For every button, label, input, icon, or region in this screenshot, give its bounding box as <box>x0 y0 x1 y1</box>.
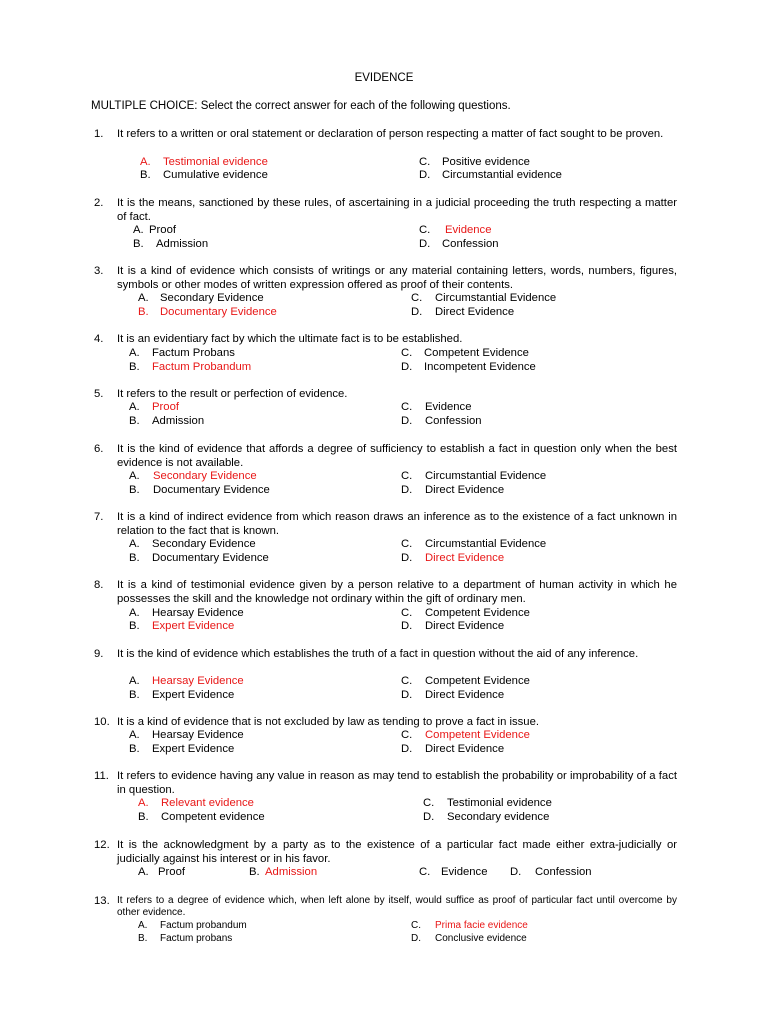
option-a: A. Secondary Evidence <box>129 538 256 550</box>
option-c: C. Competent Evidence <box>401 347 529 359</box>
option-a: A. Hearsay Evidence <box>129 675 244 687</box>
option-c: C. Circumstantial Evidence <box>411 292 557 304</box>
question-number: 5. <box>94 388 104 400</box>
question-12 <box>94 839 677 866</box>
question-number: 2. <box>94 197 104 209</box>
option-b: B. Documentary Evidence <box>129 552 269 564</box>
option-d: D. Direct Evidence <box>401 484 505 496</box>
question-text: It refers to the result or perfection of evidence. <box>117 388 348 400</box>
question-number: 10. <box>94 716 110 728</box>
question-3 <box>94 265 677 292</box>
option-b: B. Admission <box>129 415 205 427</box>
option-b: B. Expert Evidence <box>129 743 235 755</box>
option-a: A. Factum probandum <box>138 920 247 931</box>
option-c: C. Evidence <box>419 224 492 236</box>
option-d: D. Conclusive evidence <box>411 933 527 944</box>
question-number: 1. <box>94 128 104 140</box>
option-d: D. Direct Evidence <box>401 552 505 564</box>
question-8 <box>94 579 677 606</box>
question-number: 9. <box>94 648 104 660</box>
option-d: D. Incompetent Evidence <box>401 361 536 373</box>
question-number: 4. <box>94 333 104 345</box>
question-text: It is the means, sanctioned by these rules, of ascertaining in a judicial proceeding the truth respecting a matter of fact. <box>117 197 677 223</box>
question-13 <box>94 895 677 920</box>
question-text: It refers to a written or oral statement or declaration of person respecting a matter of fact sought to be proven. <box>117 128 664 140</box>
question-number: 3. <box>94 265 104 277</box>
question-number: 6. <box>94 443 104 455</box>
question-number: 11. <box>94 770 109 782</box>
option-d: D. Direct Evidence <box>411 306 515 318</box>
question-5 <box>94 388 677 402</box>
option-a: A. Proof <box>129 401 180 413</box>
option-c: C. Evidence <box>419 866 488 878</box>
option-b: B. Documentary Evidence <box>129 484 270 496</box>
question-text: It is the acknowledgment by a party as to the existence of a particular fact made either extra-judicially or judicially against his interest or in his favor. <box>117 839 677 865</box>
option-c: C. Circumstantial Evidence <box>401 538 547 550</box>
question-number: 7. <box>94 511 104 523</box>
question-number: 8. <box>94 579 104 591</box>
question-1 <box>94 128 677 142</box>
option-d: D. Secondary evidence <box>423 811 550 823</box>
option-b: B. Expert Evidence <box>129 620 235 632</box>
question-11 <box>94 770 677 797</box>
option-d: D. Direct Evidence <box>401 743 505 755</box>
option-c: C. Competent Evidence <box>401 675 530 687</box>
option-c: C. Evidence <box>401 401 472 413</box>
option-d: D. Confession <box>401 415 482 427</box>
option-a: A. Proof <box>138 866 186 878</box>
question-text: It is the kind of evidence that affords a degree of sufficiency to establish a fact in question only when the best evidence is not available. <box>117 443 677 469</box>
question-number: 13. <box>94 895 110 907</box>
option-d: D. Direct Evidence <box>401 689 505 701</box>
question-7 <box>94 511 677 538</box>
option-c: C. Competent Evidence <box>401 729 530 741</box>
option-a: A. Factum Probans <box>129 347 235 359</box>
option-a: A. Hearsay Evidence <box>129 607 244 619</box>
question-9 <box>94 648 677 662</box>
option-b: B. Admission <box>133 238 209 250</box>
option-a: A. Secondary Evidence <box>138 292 264 304</box>
option-d: D. Circumstantial evidence <box>419 169 562 181</box>
option-b: B. Competent evidence <box>138 811 265 823</box>
option-a: A. Relevant evidence <box>138 797 254 809</box>
option-b: B. Expert Evidence <box>129 689 235 701</box>
question-text: It is a kind of evidence which consists of writings or any material containing letters, words, numbers, figures, symbols or other modes of written expression offered as proof of their contents. <box>117 265 677 291</box>
question-text: It refers to evidence having any value in reason as may tend to establish the probability or improbability of a fact in question. <box>117 770 677 796</box>
question-6 <box>94 443 677 470</box>
option-c: C. Prima facie evidence <box>411 920 528 931</box>
question-text: It is a kind of indirect evidence from which reason draws an inference as to the existence of a fact unknown in relation to the fact that is known. <box>117 511 677 537</box>
option-b: B. Documentary Evidence <box>138 306 277 318</box>
question-2 <box>94 197 677 224</box>
option-c: C. Testimonial evidence <box>423 797 552 809</box>
option-c: C. Competent Evidence <box>401 607 530 619</box>
option-c: C. Circumstantial Evidence <box>401 470 547 482</box>
option-b: B. Factum Probandum <box>129 361 252 373</box>
option-d: D. Confession <box>419 238 499 250</box>
question-10 <box>94 716 677 730</box>
instructions: MULTIPLE CHOICE: Select the correct answer for each of the following questions. <box>91 100 511 112</box>
option-b: B. Admission <box>249 866 318 878</box>
option-b: B. Factum probans <box>138 933 233 944</box>
question-4 <box>94 333 677 347</box>
option-a: A. Testimonial evidence <box>140 156 268 168</box>
question-text: It is a kind of evidence that is not excluded by law as tending to prove a fact in issue. <box>117 716 539 728</box>
question-number: 12. <box>94 839 110 851</box>
option-a: A. Hearsay Evidence <box>129 729 244 741</box>
question-text: It is the kind of evidence which establishes the truth of a fact in question without the aid of any inference. <box>117 648 639 660</box>
option-c: C. Positive evidence <box>419 156 530 168</box>
option-a: A. Proof <box>133 224 177 236</box>
document-title: EVIDENCE <box>354 72 414 84</box>
option-d: D. Confession <box>510 866 592 878</box>
option-b: B. Cumulative evidence <box>140 169 268 181</box>
question-text: It refers to a degree of evidence which, when left alone by itself, would suffice as proof of particular fact until overcome by other evidence. <box>117 895 677 919</box>
question-text: It is a kind of testimonial evidence given by a person relative to a department of human activity in which he possesses the skill and the knowledge not ordinary within the gift of ordinary men. <box>117 579 677 605</box>
option-a: A. Secondary Evidence <box>129 470 257 482</box>
option-d: D. Direct Evidence <box>401 620 505 632</box>
question-text: It is an evidentiary fact by which the ultimate fact is to be established. <box>117 333 463 345</box>
